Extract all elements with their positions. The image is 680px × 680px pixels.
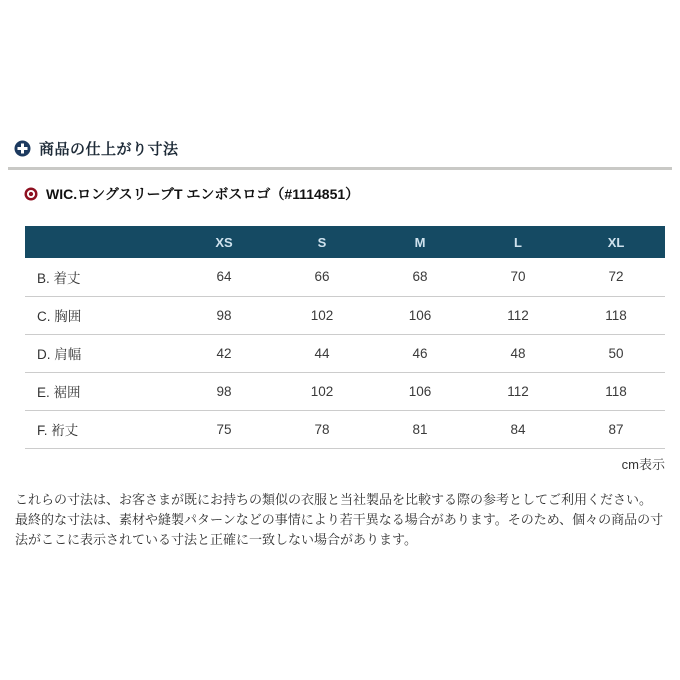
measurement-value: 70 xyxy=(469,258,567,296)
size-column-header-s: S xyxy=(273,226,371,258)
measurement-label: D. 肩幅 xyxy=(25,334,175,372)
size-table xyxy=(25,226,665,449)
measurement-value: 42 xyxy=(175,334,273,372)
measurement-value: 112 xyxy=(469,372,567,410)
table-row xyxy=(25,258,665,296)
size-column-header-l: L xyxy=(469,226,567,258)
measurement-value: 48 xyxy=(469,334,567,372)
measurement-value: 81 xyxy=(371,410,469,448)
measurement-value: 44 xyxy=(273,334,371,372)
measurement-value: 98 xyxy=(175,296,273,334)
section-title: 商品の仕上がり寸法 xyxy=(39,140,179,158)
measurement-value: 84 xyxy=(469,410,567,448)
measurement-value: 46 xyxy=(371,334,469,372)
plus-circle-icon xyxy=(14,140,31,157)
measurement-label: E. 裾囲 xyxy=(25,372,175,410)
measurement-value: 118 xyxy=(567,296,665,334)
measurement-value: 72 xyxy=(567,258,665,296)
measurement-value: 75 xyxy=(175,410,273,448)
size-column-header-m: M xyxy=(371,226,469,258)
measurement-value: 106 xyxy=(371,372,469,410)
table-row xyxy=(25,372,665,410)
measurement-value: 66 xyxy=(273,258,371,296)
ring-circle-icon xyxy=(24,187,38,201)
measurement-value: 64 xyxy=(175,258,273,296)
measurement-value: 78 xyxy=(273,410,371,448)
measurement-value: 87 xyxy=(567,410,665,448)
product-title: WIC.ロングスリーブT エンボスロゴ（#1114851） xyxy=(46,185,360,202)
measurement-value: 68 xyxy=(371,258,469,296)
size-table-corner-cell xyxy=(25,226,175,258)
measurement-value: 98 xyxy=(175,372,273,410)
measurement-value: 50 xyxy=(567,334,665,372)
disclaimer-text xyxy=(15,490,668,550)
measurement-value: 112 xyxy=(469,296,567,334)
table-row xyxy=(25,410,665,448)
table-row xyxy=(25,296,665,334)
measurement-label: B. 着丈 xyxy=(25,258,175,296)
section-divider xyxy=(8,167,672,170)
disclaimer-line-1: これらの寸法は、お客さまが既にお持ちの類似の衣服と当社製品を比較する際の参考としてご利用ください。 xyxy=(15,491,653,507)
measurement-value: 106 xyxy=(371,296,469,334)
size-table-header-row xyxy=(25,226,665,258)
measurement-value: 102 xyxy=(273,296,371,334)
table-row xyxy=(25,334,665,372)
unit-note: cm表示 xyxy=(621,456,665,472)
section-header xyxy=(14,139,680,157)
measurement-label: F. 裄丈 xyxy=(25,410,175,448)
measurement-value: 102 xyxy=(273,372,371,410)
disclaimer-line-2: 最終的な寸法は、素材や縫製パターンなどの事情により若干異なる場合があります。そのため、個々の商品の寸法がここに表示されている寸法と正確に一致しない場合があります。 xyxy=(15,511,664,547)
product-header xyxy=(24,185,680,202)
size-column-header-xs: XS xyxy=(175,226,273,258)
size-column-header-xl: XL xyxy=(567,226,665,258)
measurement-label: C. 胸囲 xyxy=(25,296,175,334)
measurement-value: 118 xyxy=(567,372,665,410)
